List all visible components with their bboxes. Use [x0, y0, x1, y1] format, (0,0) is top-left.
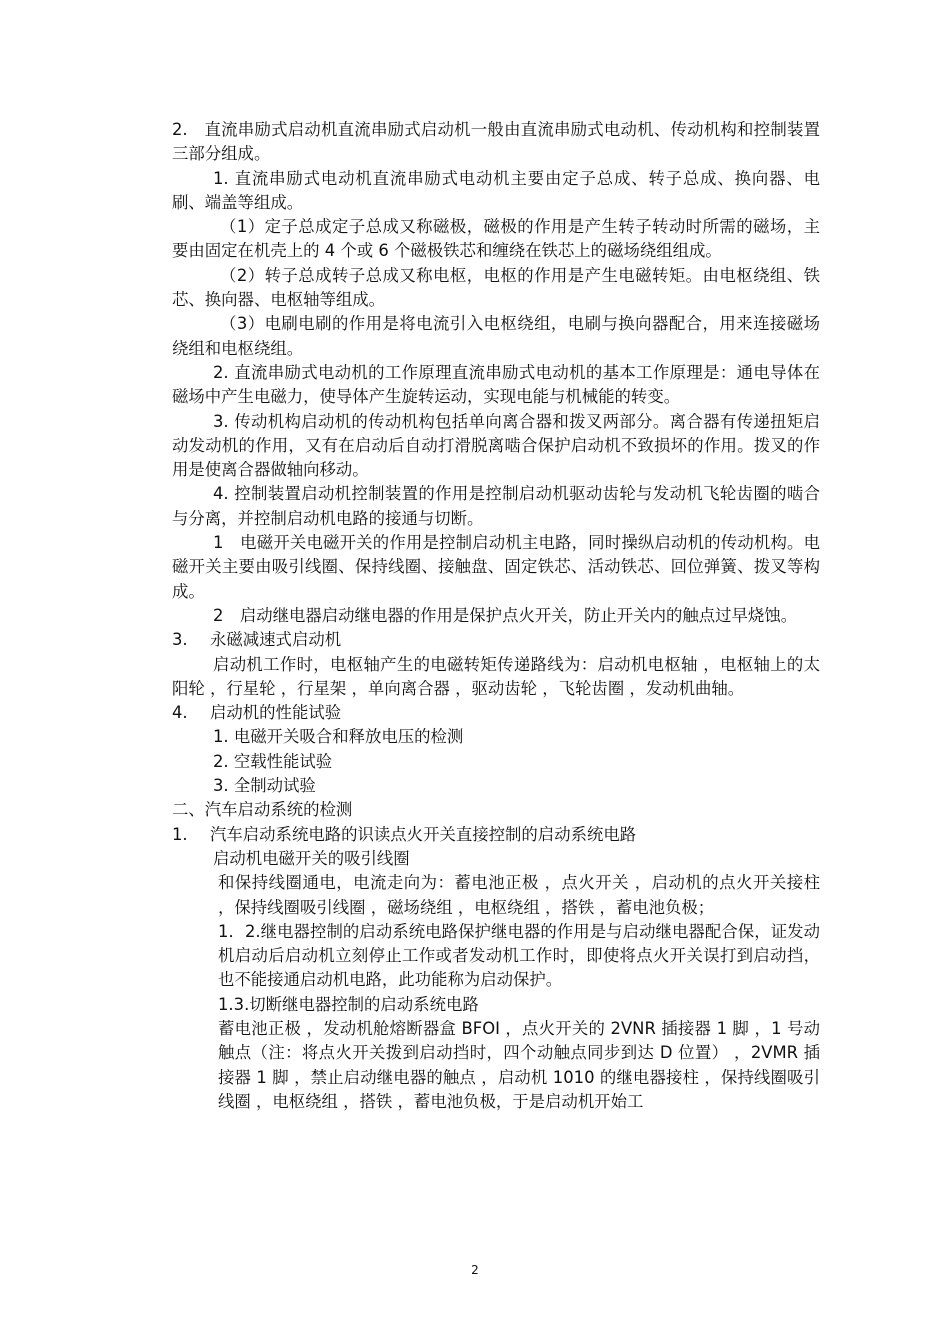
- paragraph: 2 启动继电器启动继电器的作用是保护点火开关，防止开关内的触点过早烧蚀。: [213, 605, 798, 625]
- list-item: 1. 电磁开关吸合和释放电压的检测: [213, 727, 464, 747]
- list-item: 3. 全制动试验: [213, 776, 316, 796]
- section-heading: [172, 823, 820, 847]
- paragraph: 3. 传动机构启动机的传动机构包括单向离合器和拨叉两部分。离合器有传递扭矩启动发动机的作用，又有在启动后自动打滑脱离啮合保护启动机不致损坏的作用。拨叉的作用是使离合器做轴向移动。: [172, 411, 820, 480]
- paragraph: 启动机电磁开关的吸引线圈: [213, 848, 410, 868]
- section-title: 启动机的性能试验: [210, 703, 342, 723]
- section-number: 3.: [172, 630, 188, 650]
- paragraph: 和保持线圈通电，电流走向为：蓄电池正极 ，点火开关 ，启动机的点火开关接柱 ，保持线圈吸引线圈 ，磁场绕组 ，电枢绕组 ，搭铁 ，蓄电池负极；: [218, 873, 820, 917]
- section-number: 1.: [172, 824, 188, 844]
- section-heading: 二、汽车启动系统的检测: [172, 800, 353, 820]
- section-title: 汽车启动系统电路的识读点火开关直接控制的启动系统电路: [210, 824, 637, 844]
- paragraph: （1）定子总成定子总成又称磁极，磁极的作用是产生转子转动时所需的磁场，主要由固定在机壳上的 4 个或 6 个磁极铁芯和缠绕在铁芯上的磁场绕组组成。: [172, 217, 820, 261]
- document-body: [172, 118, 820, 1114]
- paragraph: 蓄电池正极 ，发动机舱熔断器盒 BFOI ，点火开关的 2VNR 插接器 1 脚 ，1 号动触点（注：将点火开关拨到启动挡时，四个动触点同步到达 D 位置） ，2VMR 插接器 1 脚 ，禁止启动继电器的触点 ，启动机 1010 的继电器接柱 ，保持线圈吸引线圈 ，电枢绕组 ，搭铁 ，蓄电池负极，于是启动机开始工: [218, 1018, 820, 1111]
- list-item: 2. 空载性能试验: [213, 751, 333, 771]
- section-title: 永磁减速式启动机: [210, 630, 342, 650]
- paragraph: 4. 控制装置启动机控制装置的作用是控制启动机驱动齿轮与发动机飞轮齿圈的啮合与分离，并控制启动机电路的接通与切断。: [172, 484, 820, 528]
- section-number: 4.: [172, 703, 188, 723]
- paragraph: （3）电刷电刷的作用是将电流引入电枢绕组，电刷与换向器配合，用来连接磁场绕组和电枢绕组。: [172, 314, 820, 358]
- paragraph: 1．2.继电器控制的启动系统电路保护继电器的作用是与启动继电器配合保，证发动机启动后启动机立刻停止工作或者发动机工作时，即使将点火开关误打到启动挡，也不能接通启动机电路，此功能称为启动保护。: [218, 921, 820, 990]
- page-number: 2: [471, 1263, 479, 1277]
- paragraph: 2. 直流串励式启动机直流串励式启动机一般由直流串励式电动机、传动机构和控制装置三部分组成。: [172, 120, 820, 164]
- paragraph: 1.3.切断继电器控制的启动系统电路: [218, 994, 479, 1014]
- paragraph: 2. 直流串励式电动机的工作原理直流串励式电动机的基本工作原理是：通电导体在磁场中产生电磁力，使导体产生旋转运动，实现电能与机械能的转变。: [172, 362, 820, 407]
- paragraph: 1 电磁开关电磁开关的作用是控制启动机主电路，同时操纵启动机的传动机构。电磁开关主要由吸引线圈、保持线圈、接触盘、固定铁芯、活动铁芯、回位弹簧、拨叉等构成。: [172, 533, 820, 601]
- section-heading: [172, 701, 820, 725]
- section-heading: [172, 628, 820, 652]
- paragraph: 1. 直流串励式电动机直流串励式电动机主要由定子总成、转子总成、换向器、电刷、端盖等组成。: [172, 168, 820, 212]
- paragraph: 启动机工作时，电枢轴产生的电磁转矩传递路线为：启动机电枢轴 ，电枢轴上的太阳轮 ，行星轮 ，行星架 ，单向离合器 ，驱动齿轮 ，飞轮齿圈 ，发动机曲轴。: [172, 654, 820, 698]
- paragraph: （2）转子总成转子总成又称电枢，电枢的作用是产生电磁转矩。由电枢绕组、铁芯、换向器、电枢轴等组成。: [172, 265, 820, 310]
